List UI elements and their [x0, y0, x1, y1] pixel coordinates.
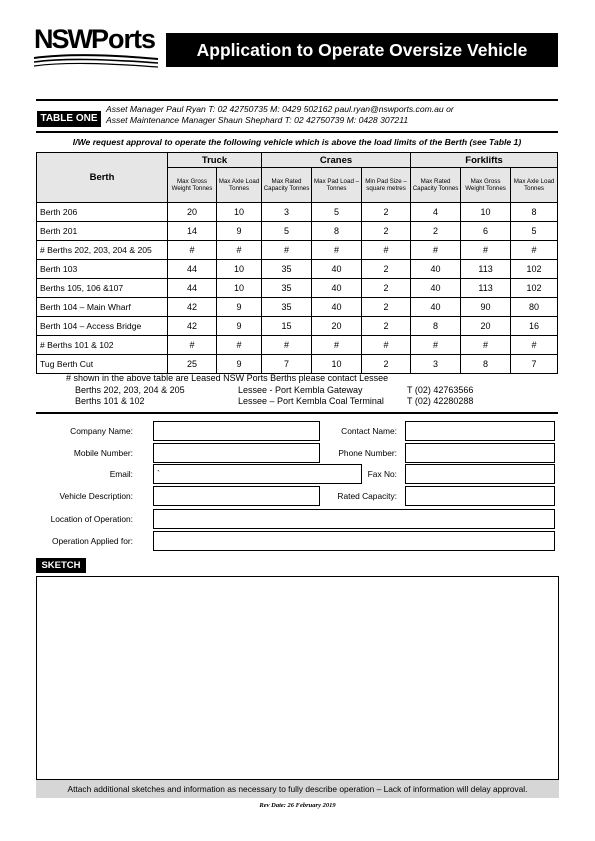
asset-contacts	[106, 104, 454, 125]
table-row	[37, 203, 558, 222]
column-subheader: Max Rated Capacity Tonnes	[411, 168, 461, 203]
lessee-berths: Berths 202, 203, 204 & 205	[75, 385, 185, 395]
email-label: Email:	[109, 469, 133, 479]
nsw-ports-logo	[34, 24, 162, 72]
berth-name-cell: Berth 201	[37, 222, 168, 241]
limit-value-cell: 25	[168, 355, 217, 374]
limit-value-cell: 7	[262, 355, 312, 374]
berth-name-cell: Berth 206	[37, 203, 168, 222]
column-subheader: Max Gross Weight Tonnes	[168, 168, 217, 203]
table-one-badge: TABLE ONE	[37, 111, 101, 127]
limit-value-cell: 8	[511, 203, 558, 222]
forklifts-group-header: Forklifts	[411, 153, 558, 168]
lessee-name: Lessee – Port Kembla Coal Terminal	[238, 396, 384, 406]
phone-number-label: Phone Number:	[338, 448, 397, 458]
limit-value-cell: 6	[461, 222, 511, 241]
limit-value-cell: #	[362, 336, 411, 355]
fax-no-field[interactable]	[405, 464, 555, 484]
limit-value-cell: 9	[217, 222, 262, 241]
berth-name-cell: Tug Berth Cut	[37, 355, 168, 374]
limit-value-cell: 4	[411, 203, 461, 222]
limit-value-cell: 90	[461, 298, 511, 317]
contact-line-2: Asset Maintenance Manager Shaun Shephard T: 02 42750739 M: 0428 307211	[106, 114, 409, 125]
request-statement: I/We request approval to operate the following vehicle which is above the load limits of the Berth (see Table 1)	[72, 137, 522, 147]
limit-value-cell: 44	[168, 279, 217, 298]
limit-value-cell: #	[168, 241, 217, 260]
limit-value-cell: 44	[168, 260, 217, 279]
berth-table-body	[37, 203, 558, 374]
limit-value-cell: 2	[411, 222, 461, 241]
limit-value-cell: 10	[461, 203, 511, 222]
email-field[interactable]: `	[153, 464, 362, 484]
lessee-berths: Berths 101 & 102	[75, 396, 145, 406]
table-row	[37, 298, 558, 317]
lessee-phone-column	[407, 385, 473, 407]
berth-column-header: Berth	[37, 153, 168, 203]
logo-nsw-text: NSW	[34, 24, 91, 54]
limit-value-cell: 2	[362, 279, 411, 298]
limit-value-cell: #	[312, 241, 362, 260]
lessee-name-column	[238, 385, 384, 407]
limit-value-cell: #	[461, 336, 511, 355]
sketch-footer-note: Attach additional sketches and information as necessary to fully describe operation – Lack of information will delay approval.	[36, 780, 559, 798]
limit-value-cell: 10	[217, 279, 262, 298]
limit-value-cell: #	[168, 336, 217, 355]
limit-value-cell: 9	[217, 355, 262, 374]
phone-number-field[interactable]	[405, 443, 555, 463]
limit-value-cell: 40	[312, 260, 362, 279]
limit-value-cell: 40	[411, 298, 461, 317]
column-subheader: Max Rated Capacity Tonnes	[262, 168, 312, 203]
lessee-phone: T (02) 42280288	[407, 396, 474, 406]
operation-applied-for-field[interactable]	[153, 531, 555, 551]
limit-value-cell: 15	[262, 317, 312, 336]
limit-value-cell: #	[511, 241, 558, 260]
limit-value-cell: #	[511, 336, 558, 355]
limit-value-cell: 20	[312, 317, 362, 336]
table-row	[37, 260, 558, 279]
rated-capacity-field[interactable]	[405, 486, 555, 506]
limit-value-cell: 2	[362, 355, 411, 374]
limit-value-cell: 5	[511, 222, 558, 241]
company-name-field[interactable]	[153, 421, 320, 441]
limit-value-cell: 2	[362, 260, 411, 279]
table-row	[37, 222, 558, 241]
berth-name-cell: Berths 105, 106 &107	[37, 279, 168, 298]
mobile-number-field[interactable]	[153, 443, 320, 463]
cranes-group-header: Cranes	[262, 153, 411, 168]
limit-value-cell: #	[217, 241, 262, 260]
limit-value-cell: 2	[362, 222, 411, 241]
limit-value-cell: 16	[511, 317, 558, 336]
limit-value-cell: 113	[461, 279, 511, 298]
limit-value-cell: 40	[312, 279, 362, 298]
truck-group-header: Truck	[168, 153, 262, 168]
limit-value-cell: 40	[411, 279, 461, 298]
table-row	[37, 279, 558, 298]
location-of-operation-label: Location of Operation:	[50, 514, 133, 524]
column-subheader: Min Pad Size – square metres	[362, 168, 411, 203]
limit-value-cell: 5	[312, 203, 362, 222]
limit-value-cell: 35	[262, 279, 312, 298]
column-subheader: Max Pad Load – Tonnes	[312, 168, 362, 203]
limit-value-cell: #	[411, 241, 461, 260]
contact-line-1: Asset Manager Paul Ryan T: 02 42750735 M: 0429 502162 paul.ryan@nswports.com.au or	[106, 104, 454, 114]
logo-ports-text: Ports	[91, 24, 156, 54]
limit-value-cell: #	[262, 241, 312, 260]
fax-no-label: Fax No:	[367, 469, 397, 479]
limit-value-cell: 102	[511, 260, 558, 279]
limit-value-cell: 20	[461, 317, 511, 336]
limit-value-cell: 35	[262, 260, 312, 279]
contact-name-field[interactable]	[405, 421, 555, 441]
limit-value-cell: 10	[217, 203, 262, 222]
rev-date: Rev Date: 26 February 2019	[259, 802, 336, 809]
limit-value-cell: 8	[461, 355, 511, 374]
limit-value-cell: 42	[168, 317, 217, 336]
limit-value-cell: 7	[511, 355, 558, 374]
limit-value-cell: 42	[168, 298, 217, 317]
limit-value-cell: 40	[312, 298, 362, 317]
divider-form	[36, 412, 558, 414]
sketch-badge: SKETCH	[36, 558, 86, 573]
berth-name-cell: Berth 104 – Main Wharf	[37, 298, 168, 317]
limit-value-cell: #	[411, 336, 461, 355]
lessee-berths-column	[75, 385, 185, 407]
limit-value-cell: 2	[362, 298, 411, 317]
logo-swoosh-icon	[34, 52, 162, 70]
limit-value-cell: #	[262, 336, 312, 355]
lessee-name: Lessee - Port Kembla Gateway	[238, 385, 363, 395]
limit-value-cell: 8	[411, 317, 461, 336]
table-row	[37, 317, 558, 336]
limit-value-cell: #	[362, 241, 411, 260]
limit-value-cell: #	[461, 241, 511, 260]
limit-value-cell: 14	[168, 222, 217, 241]
rated-capacity-label: Rated Capacity:	[337, 491, 397, 501]
sketch-area[interactable]	[36, 576, 559, 780]
table-row	[37, 336, 558, 355]
limit-value-cell: 35	[262, 298, 312, 317]
table-row	[37, 355, 558, 374]
limit-value-cell: #	[217, 336, 262, 355]
berth-name-cell: # Berths 101 & 102	[37, 336, 168, 355]
page-title: Application to Operate Oversize Vehicle	[166, 33, 558, 67]
column-subheader: Max Gross Weight Tonnes	[461, 168, 511, 203]
limit-value-cell: 3	[262, 203, 312, 222]
divider-top	[36, 99, 558, 101]
limit-value-cell: 5	[262, 222, 312, 241]
limit-value-cell: 80	[511, 298, 558, 317]
limit-value-cell: #	[312, 336, 362, 355]
limit-value-cell: 40	[411, 260, 461, 279]
location-of-operation-field[interactable]	[153, 509, 555, 529]
limit-value-cell: 2	[362, 317, 411, 336]
berth-name-cell: Berth 103	[37, 260, 168, 279]
mobile-number-label: Mobile Number:	[73, 448, 133, 458]
divider-table-one	[36, 131, 558, 133]
table-row	[37, 241, 558, 260]
limit-value-cell: 3	[411, 355, 461, 374]
company-name-label: Company Name:	[70, 426, 133, 436]
column-subheader: Max Axle Load Tonnes	[217, 168, 262, 203]
berth-name-cell: Berth 104 – Access Bridge	[37, 317, 168, 336]
leased-berths-note: # shown in the above table are Leased NSW Ports Berths please contact Lessee	[66, 373, 389, 383]
limit-value-cell: 10	[217, 260, 262, 279]
limit-value-cell: 9	[217, 298, 262, 317]
column-subheader: Max Axle Load Tonnes	[511, 168, 558, 203]
limit-value-cell: 9	[217, 317, 262, 336]
contact-name-label: Contact Name:	[341, 426, 397, 436]
limit-value-cell: 113	[461, 260, 511, 279]
berth-load-limits-table	[36, 152, 558, 374]
berth-name-cell: # Berths 202, 203, 204 & 205	[37, 241, 168, 260]
vehicle-description-label: Vehicle Description:	[59, 491, 133, 501]
limit-value-cell: 102	[511, 279, 558, 298]
operation-applied-for-label: Operation Applied for:	[51, 536, 133, 546]
limit-value-cell: 2	[362, 203, 411, 222]
limit-value-cell: 8	[312, 222, 362, 241]
limit-value-cell: 20	[168, 203, 217, 222]
vehicle-description-field[interactable]	[153, 486, 320, 506]
limit-value-cell: 10	[312, 355, 362, 374]
lessee-phone: T (02) 42763566	[407, 385, 474, 395]
